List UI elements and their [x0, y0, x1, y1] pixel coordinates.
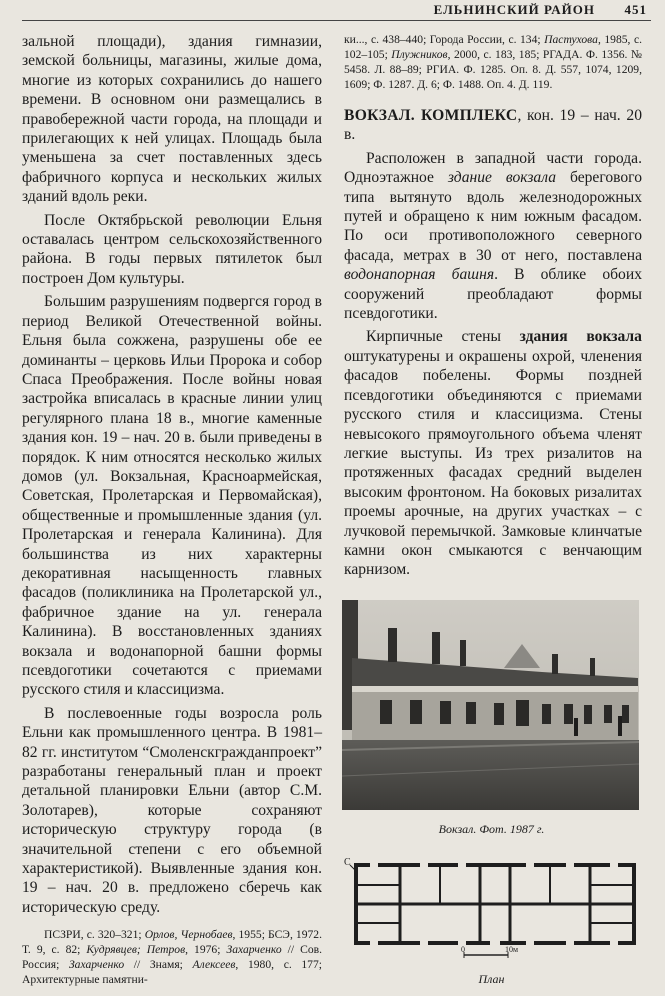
ref-text: // Сов. Россия;	[22, 943, 322, 972]
floor-plan	[340, 855, 640, 965]
running-head-title: ЕЛЬНИНСКИЙ РАЙОН	[433, 2, 595, 17]
paragraph	[344, 327, 642, 579]
references	[22, 927, 322, 987]
scale-label-ten: 10м	[505, 945, 519, 954]
paragraph: зальной площади), здания гимназии, земской больницы, магазины, жилые дома, многие из которых сохранились до нашего времени. В основном они размещались в правобережной части города, на площади и прилегающих к ней улицах. Площадь была уменьшена за счет поставленных здесь фабричного корпуса и нескольких жилых зданий вдоль реки.	[22, 33, 322, 206]
paragraph: В послевоенные годы возросла роль Ельни как промышленного центра. В 1981–82 гг. институтом “Смоленскгражданпроект” разработаны генеральный план и проект детальной планировки Ельни (автор С.М. Золотарев), которые сохраняют историческую структуру города (в значительной степени с его объемной характеристикой). Выявленные здания кон. 19 – нач. 20 в. предложено сберечь как историческую среду.	[22, 704, 322, 916]
entry-date: , кон. 19 – нач. 20 в.	[344, 107, 642, 144]
station-photo	[342, 600, 639, 810]
north-mark: С	[344, 857, 351, 868]
ref-text: , 1980, с. 177; Архитектурные памятни-	[22, 958, 322, 987]
ref-text: ки..., с. 438–440; Города России, с. 134;	[344, 33, 545, 46]
ref-author: Плужников	[391, 48, 448, 61]
photo-caption: Вокзал. Фот. 1987 г.	[438, 822, 545, 836]
entry-heading	[344, 106, 642, 145]
italic-term: водонапорная башня	[344, 266, 495, 284]
text: берегового типа вытянуто вдоль железнодорожных путей и обращено к ним южным фасадом. По оси противоположного северного фасада, метрах в 30 от него, поставлена	[344, 169, 642, 264]
right-column	[344, 32, 642, 580]
ref-author: Алексеев	[192, 958, 236, 972]
ref-author: Орлов, Чернобаев	[144, 928, 233, 942]
ref-text: // Знамя;	[124, 958, 193, 972]
ref-text: ПСЗРИ, с. 320–321;	[44, 928, 145, 942]
italic-term: здание вокзала	[447, 169, 557, 187]
references-continued	[344, 32, 642, 92]
text: оштукатурены и окрашены охрой, членения фасадов побелены. Формы поздней псевдоготики объединяются с приемами русского стиля и классицизма. Стены невысокого прямоугольного объема членят легкие выступы. Из трех ризалитов на протяженных фасадах средний выделен высоким фронтоном. На боковых ризалитах проемы арочные, на других участках – с лучковой перемычкой. Замковые клинчатые камни окон смыкаются с венчающим карнизом.	[344, 347, 642, 579]
ref-author: Кудрявцев; Петров	[86, 943, 186, 957]
paragraph: Большим разрушениям подвергся город в период Великой Отечественной войны. Ельня была сожжена, разрушены обе ее доминанты – церковь Ильи Пророка и собор Спаса Преображения. После войны новая застройка вписалась в красные линии улиц регулярного плана 18 в., многие каменные здания кон. 19 – нач. 20 в. были приведены в порядок. К ним относятся несколько жилых домов (ул. Вокзальная, Красноармейская, Советская, Пролетарская и Первомайская), общественные и промышленные здания (ул. Пролетарская и генерала Калинина). Для большинства из них характерны декоративная насыщенность главных фасадов (поликлиника на Пролетарской ул., фабричное здание на ул. генерала Калинина). В восстановленных зданиях вокзала и водонапорной башни формы псевдоготики сочетаются с приемами русского стиля и классицизма.	[22, 293, 322, 699]
ref-author: Захарченко	[68, 958, 125, 972]
paragraph	[344, 149, 642, 324]
left-column	[22, 32, 322, 987]
ref-author: Захарченко	[226, 943, 282, 957]
page-number: 451	[624, 2, 647, 17]
text: Расположен в западной части города. Одноэтажное	[344, 149, 642, 187]
text: Кирпичные стены	[366, 328, 520, 346]
ref-author: Пастухова	[544, 33, 598, 46]
ref-text: , 1985, с. 102–105;	[344, 33, 642, 61]
running-head	[22, 0, 651, 21]
plan-caption: План	[478, 972, 505, 986]
bold-term: здания вокзала	[519, 328, 642, 346]
text: . В облике обоих сооружений преобладают формы псевдоготики.	[344, 266, 643, 323]
floor-plan-drawing	[340, 855, 640, 965]
scale-label-zero: 0	[461, 945, 465, 954]
paragraph: После Октябрьской революции Ельня оставалась центром сельскохозяйственного района. В годы первых пятилеток был построен Дом культуры.	[22, 211, 322, 287]
ref-text: , 1976;	[185, 943, 227, 957]
ref-text: , 1955; БСЭ, 1972. Т. 9, с. 82;	[22, 928, 323, 957]
ref-text: , 2000, с. 183, 185; РГАДА. Ф. 1356. № 5458. Л. 88–89; РГИА. Ф. 1285. Оп. 8. Д. 557, 1074, 1209, 1609; Ф. 1287. Д. 6; Ф. 1488. Оп. 4. Д. 119.	[344, 48, 642, 91]
station-photo-image	[342, 600, 639, 810]
entry-title: ВОКЗАЛ. КОМПЛЕКС	[344, 107, 518, 124]
